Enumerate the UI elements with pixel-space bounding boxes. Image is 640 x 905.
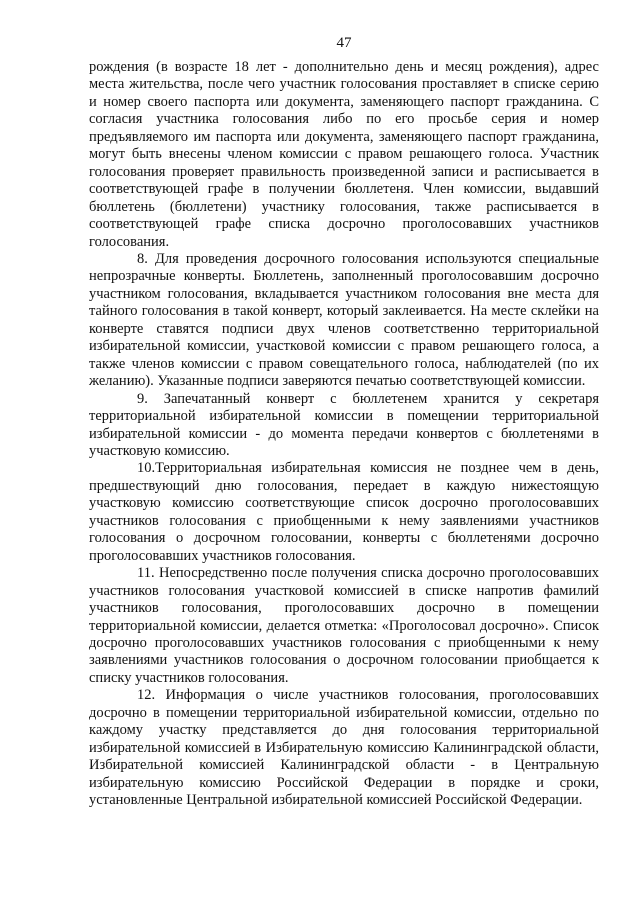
paragraph-9: 9. Запечатанный конверт с бюллетенем хранится у секретаря территориальной избирательной комиссии в помещении территориальной избирательной комиссии - до момента передачи конвертов с бюллетенями в участковую комиссию. — [89, 390, 599, 459]
paragraph-8: 8. Для проведения досрочного голосования используются специальные непрозрачные конверты. Бюллетень, заполненный проголосовавшим досрочно участником голосования, вкладывается участником голосования вне места для тайного голосования в такой конверт, который заклеивается. На месте склейки на конверте ставятся подписи двух членов соответственно территориальной избирательной комиссии, участковой комиссии с правом решающего голоса, а также членов комиссии с правом совещательного голоса, наблюдателей (по их желанию). Указанные подписи заверяются печатью соответствующей комиссии. — [89, 250, 599, 390]
body-text — [89, 59, 599, 809]
page-number: 47 — [336, 35, 352, 51]
paragraph-10: 10.Территориальная избирательная комиссия не позднее чем в день, предшествующий дню голосования, передает в каждую нижестоящую участковую комиссию соответствующие список досрочно проголосовавших участников голосования с приобщенными к нему заявлениями участников голосования о досрочном голосовании, конверты с бюллетенями досрочно проголосовавших участников голосования. — [89, 460, 599, 564]
paragraph-11: 11. Непосредственно после получения списка досрочно проголосовавших участников голосования участковой комиссией в списке напротив фамилий участников голосования, проголосовавших досрочно в помещении территориальной комиссии, делается отметка: «Проголосовал досрочно». Список досрочно проголосовавших участников голосования с приобщенными к нему заявлениями участников голосования о досрочном голосовании приобщается к списку участников голосования. — [89, 565, 599, 686]
paragraph-continuation: рождения (в возрасте 18 лет - дополнительно день и месяц рождения), адрес места жительства, после чего участник голосования проставляет в списке серию и номер своего паспорта или документа, заменяющего паспорт гражданина. С согласия участника голосования либо по его просьбе серия и номер предъявляемого им паспорта или документа, заменяющего паспорт гражданина, могут быть внесены членом комиссии с правом решающего голоса. Участник голосования проверяет правильность произведенной записи и расписывается в соответствующей графе в получении бюллетеня. Член комиссии, выдавший бюллетень (бюллетени) участнику голосования, также расписывается в соответствующей графе списка досрочно проголосовавших участников голосования. — [89, 59, 599, 250]
paragraph-12: 12. Информация о числе участников голосования, проголосовавших досрочно в помещении территориальной избирательной комиссии, отдельно по каждому участку представляется до дня голосования территориальной избирательной комиссией в Избирательную комиссию Калининградской области, Избирательной комиссией Калининградской области - в Центральную избирательную комиссию Российской Федерации в порядке и сроки, установленные Центральной избирательной комиссией Российской Федерации. — [89, 687, 599, 809]
